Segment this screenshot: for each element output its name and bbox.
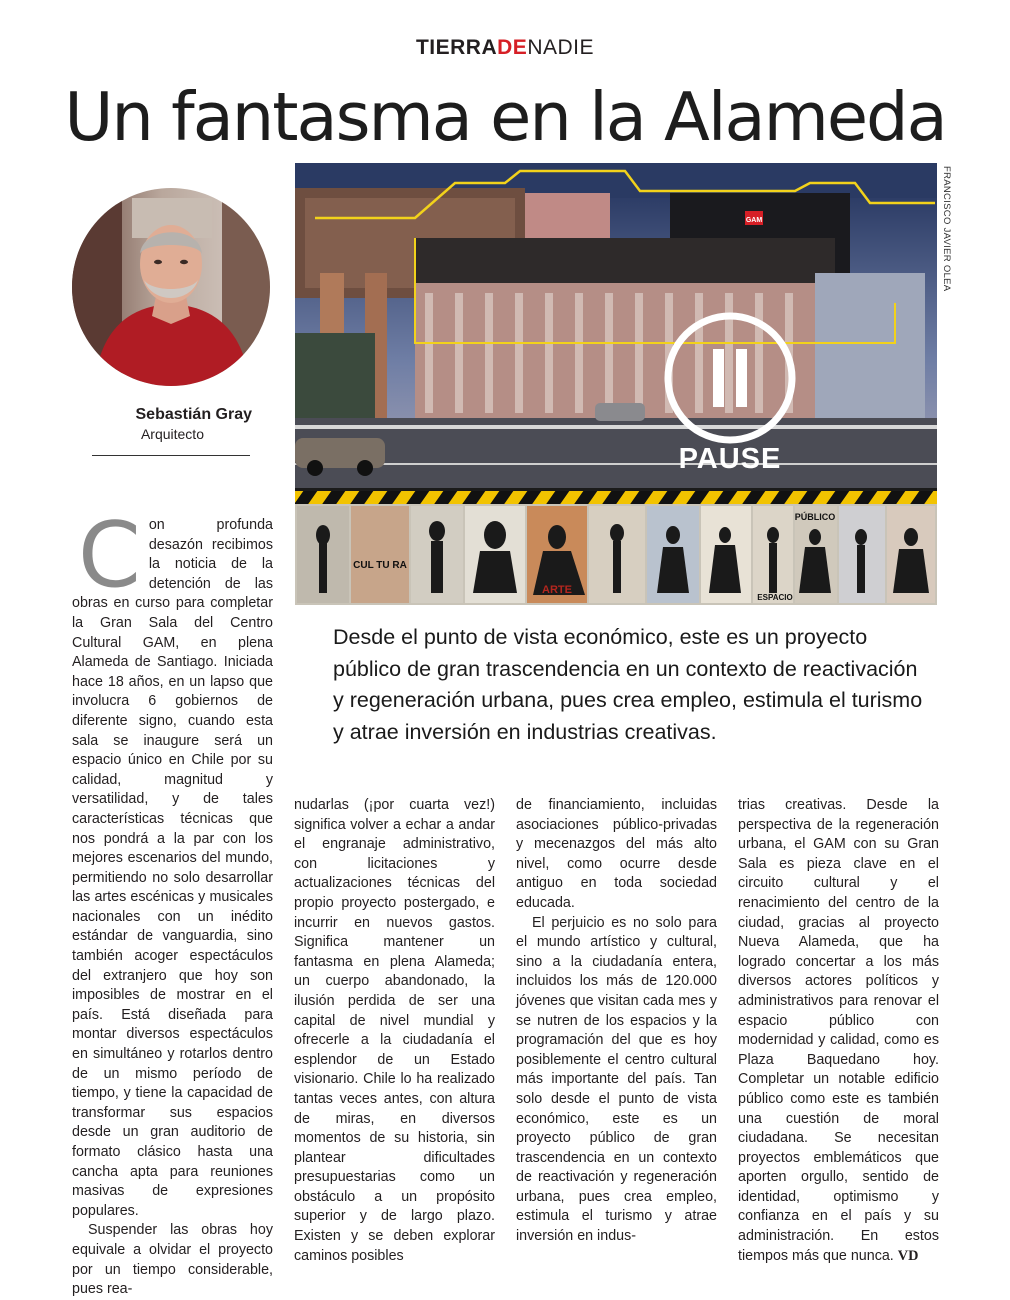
mural-label-arte: ARTE (542, 584, 572, 596)
mural-label-espacio: ESPACIO (757, 593, 793, 602)
article-column-1 (72, 503, 273, 1300)
article-column-3 (516, 796, 717, 1247)
pull-quote: Desde el punto de vista económico, este es un proyecto público de gran trascendencia en un contexto de reactivación y regeneración urbana, pues crea empleo, estimula el turismo y atrae inversión en industrias creativas. (333, 625, 923, 744)
author-photo (72, 188, 270, 386)
section-tag-part1: TIERRA (415, 36, 498, 59)
author-name: Sebastián Gray (135, 406, 252, 423)
pause-label: PAUSE (678, 443, 782, 475)
gam-logo-text: GAM (745, 217, 763, 224)
mural-label-publico: PÚBLICO (794, 512, 836, 522)
gam-building-illustration (295, 163, 937, 605)
section-tag-part2: DE (497, 36, 528, 59)
author-portrait (72, 188, 270, 386)
section-tag-part3: NADIE (527, 36, 595, 59)
photo-credit-text: FRANCISCO JAVIER OLEA (941, 166, 952, 292)
article-paragraph-2-middle: nudarlas (¡por cuarta vez!) significa volver a echar a andar el engranaje administrativo, con licitaciones y actualizaciones técnicas del propio proyecto postergado, e incurrir en nuevos gastos. Significa mantener un fantasma en plena Alameda; un cuerpo abandonado, la ilusión perdida de ser una capital de nivel mundial y ofrecerle a la ciudadanía el esplendor de un Estado visionario. Chile lo ha realizado tantas veces antes, con altura de miras, en diversos momentos de su historia, sin plantear dificultades presupuestarias como un obstáculo a un propósito superior y de largo plazo. Existen y se deben explorar caminos posibles (294, 797, 495, 1264)
mural-label-cultura: CUL TU RA (353, 560, 407, 571)
article-column-2 (294, 796, 495, 1266)
drop-cap: C (78, 503, 141, 608)
feature-photo (295, 163, 937, 605)
article-paragraph-3-start: El perjuicio es no solo para el mundo artístico y cultural, sino a la ciudadanía entera, incluidos los más de 120.000 jóvenes que visitan cada mes y se nutren de los espacios y la programación del que es hoy posiblemente el centro cultural más importante del país. Tan solo desde el punto de vista económico, este es un proyecto público de gran trascendencia en un contexto de reactivación y regeneración urbana, pues crea empleo, estimula el turismo y atrae inversión en indus- (516, 914, 717, 1245)
author-role: Arquitecto (140, 426, 204, 442)
author-divider (92, 455, 250, 456)
article-paragraph-2-end: de financiamiento, incluidas asociaciones público-privadas y mecenazgos del más alto nivel, como ocurre desde antiguo en toda sociedad educada. (516, 797, 717, 911)
article-paragraph-1 (72, 503, 273, 1221)
article-paragraph-3-end (738, 796, 939, 1266)
article-column-4 (738, 796, 939, 1266)
headline: Un fantasma en la Alameda (64, 78, 946, 156)
article-paragraph-1-text: on profunda desazón recibimos la noticia de la detención de las obras en curso para completar la Gran Sala del Centro Cultural GAM, en plena Alameda de Santiago. Iniciada hace 18 años, en un lapso que involucra 6 gobiernos de diferente signo, cuando esta sala se inaugure será un espacio único en Chile por su calidad, magnitud y versatilidad, y de tales características técnicas que nos pondrá a la par con los mejores escenarios del mundo, permitiendo no solo desarrollar las artes escénicas y musicales nacionales con un inédito estándar de vanguardia, sino también acoger espectáculos del extranjero que hoy son imposibles de mostrar en el país. Está diseñada para montar diversos espectáculos en simultáneo y rotarlos dentro de un mismo período de tiempo, y tiene la capacidad de transformar sus espacios desde un gran auditorio de formato clásico hasta una cancha apta para reuniones masivas de expresiones populares. (72, 517, 273, 1219)
article-paragraph-2-start: Suspender las obras hoy equivale a olvidar el proyecto por un tiempo considerable, pues rea- (72, 1222, 273, 1298)
photo-credit (940, 166, 954, 296)
signature-mark: VD (897, 1247, 919, 1264)
article-paragraph-3-end-text: trias creativas. Desde la perspectiva de la regeneración urbana, el GAM con su Gran Sala es pieza clave en el circuito cultural y el renacimiento del centro de la ciudad, gracias al proyecto Nueva Alameda, que ha logrado concertar a los más diversos actores políticos y administrativos para renovar el espacio público con modernidad y calidad, como es Plaza Baquedano hoy. Completar un notable edificio público como este es también una cuestión de moral ciudadana. Se necesitan proyectos emblemáticos que aporten orgullo, sentido de identidad, optimismo y confianza en el país y su administración. En estos tiempos más que nunca. (738, 797, 939, 1264)
section-tag (0, 36, 1010, 60)
